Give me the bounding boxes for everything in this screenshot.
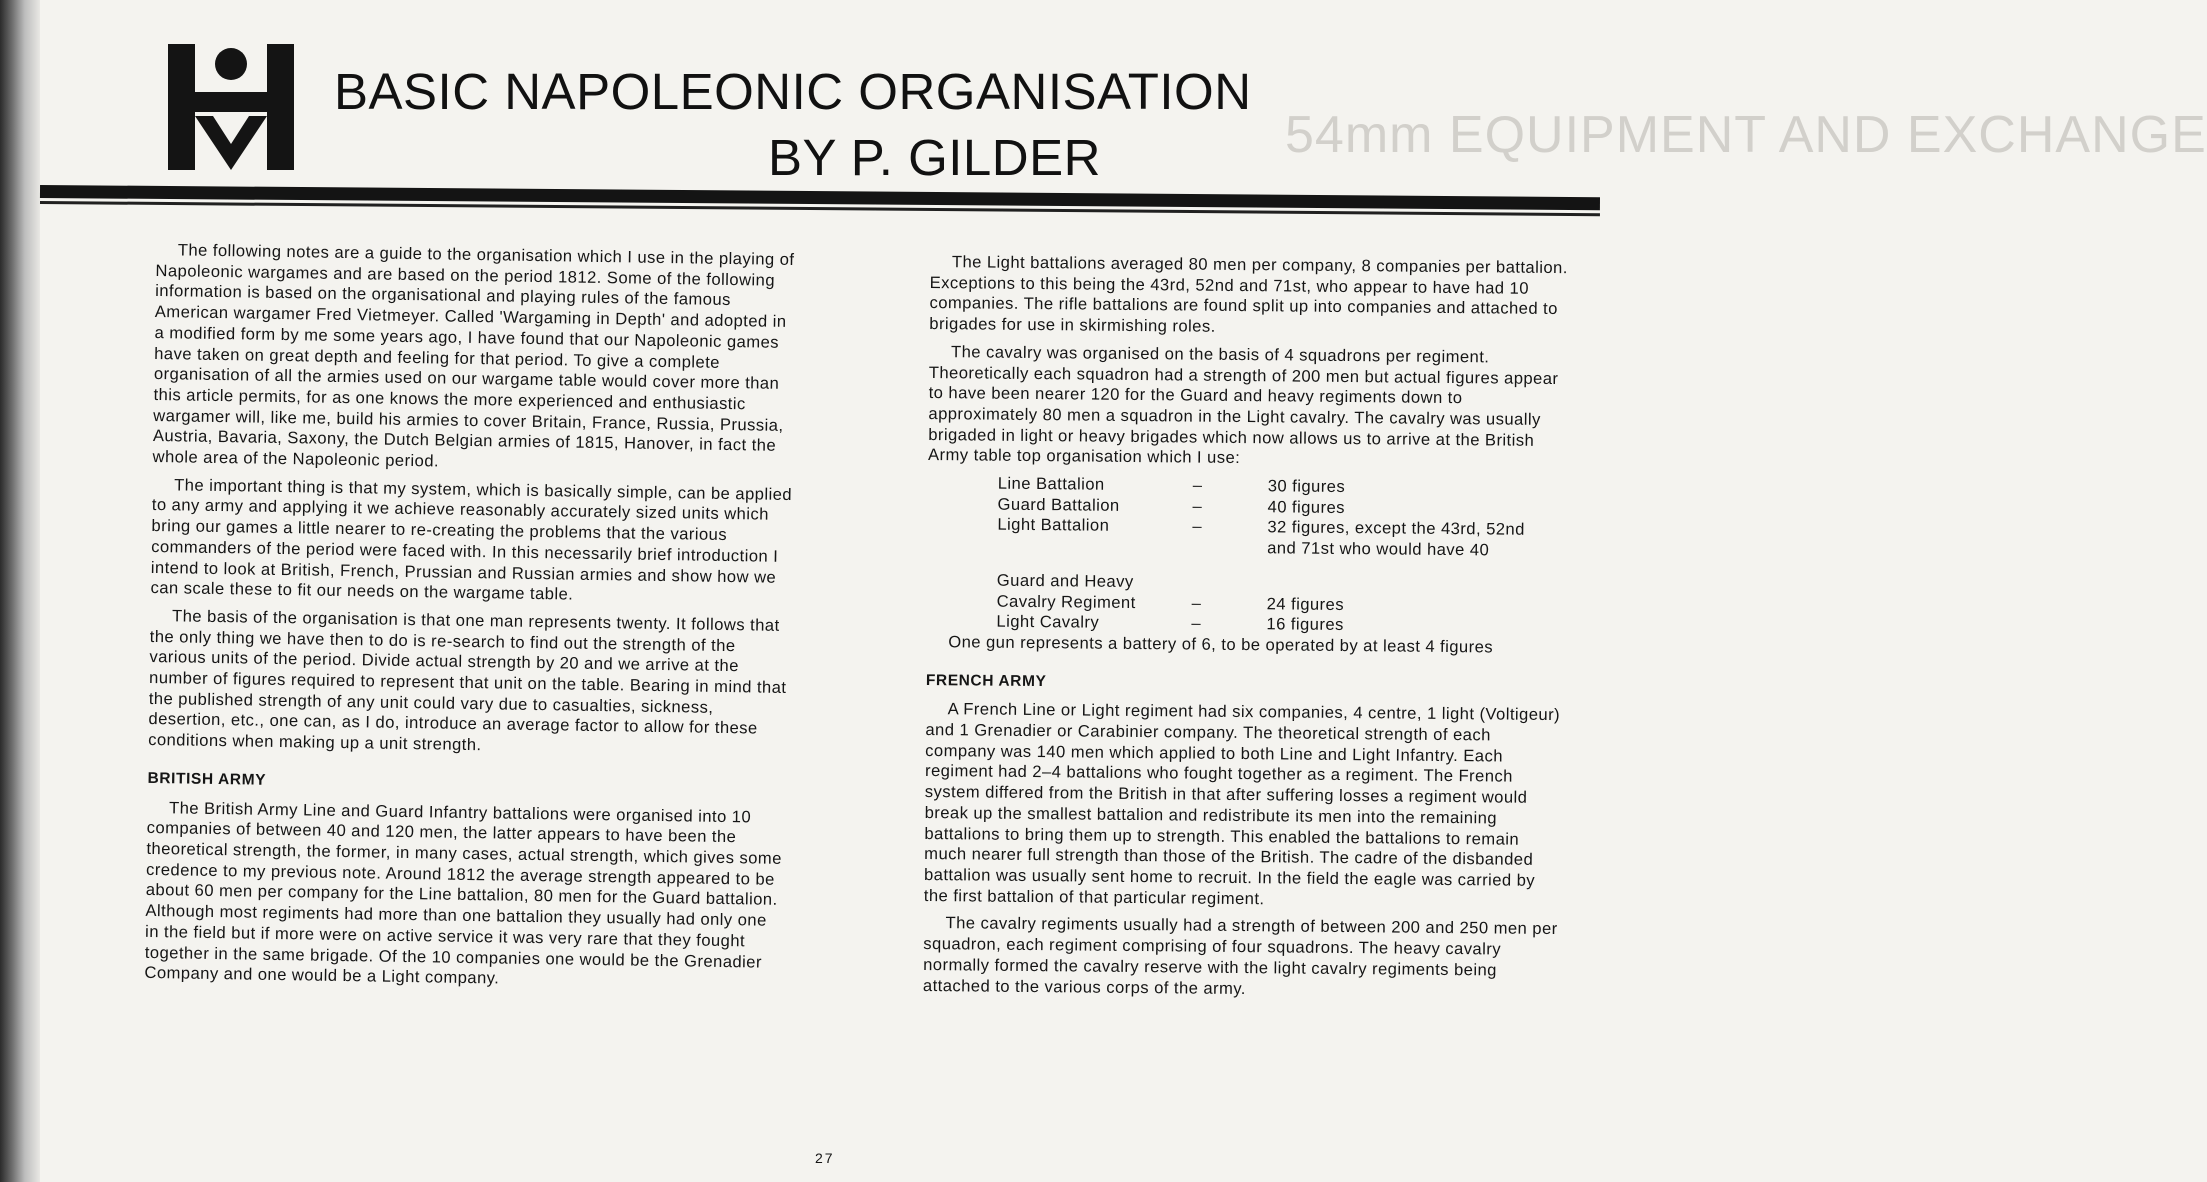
- light-battalion-paragraph: The Light battalions averaged 80 men per company, 8 companies per battalion. Exceptions to this being the 43rd, 52nd and 71st, who appear to have had 10 companies. The rifle battalions are found split up into companies and attached to brigades for use in skirmishing roles.: [929, 252, 1568, 336]
- intro-paragraph-2: The important thing is that my system, which is basically simple, can be applied to any army and applying it we achieve reasonably accurately sized units which bring our games a little nearer to re-creating the problems that the various commanders of the period were faced with. In this necessarily brief introduction I intend to look at British, French, Prussian and Russian armies and show how we can scale these to fit our needs on the wargame table.: [150, 475, 793, 604]
- unit-name: Light Cavalry: [996, 611, 1100, 632]
- organisation-table: [996, 474, 1538, 638]
- figure-count: 40 figures: [1267, 496, 1346, 517]
- intro-paragraph-1: The following notes are a guide to the organisation which I use in the playing of Napoleonic wargames and are based on the period 1812. Some of the following information is based on the organisational and playing rules of the famous American wargamer Fred Vietmeyer. Called 'Wargaming in Depth' and adopted in a modified form by me some years ago, I have found that our Napoleonic games have taken on great depth and feeling for that period. To give a complete organisation of all the armies used on our wargame table would cover more than this article permits, for as one knows the more experienced and enthusiastic wargamer will, like me, build his armies to cover Britain, France, Russia, Prussia, Austria, Bavaria, Saxony, the Dutch Belgian armies of 1815, Hanover, in fact the whole area of the Napoleonic period.: [152, 240, 795, 471]
- figure-count: 16 figures: [1266, 614, 1344, 635]
- intro-paragraph-3: The basis of the organisation is that one man represents twenty. It follows that the only thing we have then to do is re-search to find out the strength of the various units of the period. Divide actual strength by 20 and we arrive at the number of figures required to represent that unit on the table. Bearing in mind that the published strength of any unit could vary due to casualties, sickness, desertion, etc., one can, as I do, introduce an average factor to allow for these conditions when making up a unit strength.: [148, 606, 787, 755]
- figure-count: 24 figures: [1266, 593, 1345, 614]
- unit-name: Guard and Heavy: [996, 570, 1134, 591]
- unit-name: Line Battalion: [997, 473, 1105, 494]
- gun-note: One gun represents a battery of 6, to be operated by at least 4 figures: [948, 632, 1494, 657]
- bleed-through-text: 54mm EQUIPMENT AND EXCHANGE: [1285, 106, 2207, 164]
- british-army-paragraph: The British Army Line and Guard Infantry battalions were organised into 10 companies of between 40 and 120 men, the latter appears to have been the theoretical strength, the former, in many cases, actual strength, which gives some credence to my previous note. Around 1812 the average strength appeared to be about 60 men per company for the Line battalion, 80 men for the Guard battalion. Although most regiments had more than one battalion they usually had only one in the field but if more were on active service it was very rare that they fought together in the same brigade. Of the 10 companies one would be the Grenadier Company and one would be a Light company.: [144, 797, 782, 988]
- figure-count: 30 figures: [1267, 476, 1346, 497]
- french-army-paragraph-2: The cavalry regiments usually had a strength of between 200 and 250 men per squadron, each regiment comprising of four squadrons. The heavy cavalry normally formed the cavalry reserve with the light cavalry regiments being attached to the various corps of the army.: [922, 913, 1558, 998]
- book-binding-shadow: [0, 0, 40, 1182]
- dash: –: [1192, 516, 1203, 537]
- cavalry-paragraph: The cavalry was organised on the basis of 4 squadrons per regiment. Theoretically each squadron had a strength of 200 men but actual figures appear to have been nearer 120 for the Guard and heavy regiments down to approximately 80 men a squadron in the Light cavalry. The cavalry was usually brigaded in light or heavy brigades which now allows us to arrive at the British Army table top organisation which I use:: [927, 342, 1559, 468]
- dash: –: [1191, 593, 1202, 613]
- page-number: 27: [815, 1150, 835, 1166]
- dash: –: [1192, 496, 1203, 516]
- table-row: [997, 515, 1537, 562]
- unit-name: Cavalry Regiment: [996, 591, 1136, 612]
- french-army-paragraph-1: A French Line or Light regiment had six companies, 4 centre, 1 light (Voltigeur) and 1 Grenadier or Carabinier company. The theoretical strength of each company was 140 men which applied to both Line and Light Infantry. Each regiment had 2–4 battalions who fought together as a regiment. The French system differed from the British in that after suffering losses a regiment would break up the smallest battalion and redistribute its men into the remaining battalions to bring them up to strength. This enabled the battalions to remain much nearer full strength than those of the British. The cadre of the disbanded battalion was usually sent home to recruit. In the field the eagle was carried by the first battalion of that particular regiment.: [923, 699, 1561, 908]
- article-author: BY P. GILDER: [768, 129, 1101, 186]
- right-column: [923, 252, 1570, 1009]
- dash: –: [1192, 475, 1203, 495]
- british-army-heading: BRITISH ARMY: [147, 769, 267, 789]
- figure-count: 32 figures, except the 43rd, 52nd and 71st who would have 40: [1267, 517, 1525, 560]
- dash: –: [1191, 613, 1202, 633]
- left-column: [144, 240, 796, 1001]
- french-army-heading: FRENCH ARMY: [925, 671, 1047, 690]
- publisher-logo-icon: [168, 44, 294, 170]
- unit-name: Light Battalion: [997, 515, 1110, 536]
- unit-name: Guard Battalion: [997, 494, 1120, 515]
- article-title: BASIC NAPOLEONIC ORGANISATION: [334, 63, 1252, 120]
